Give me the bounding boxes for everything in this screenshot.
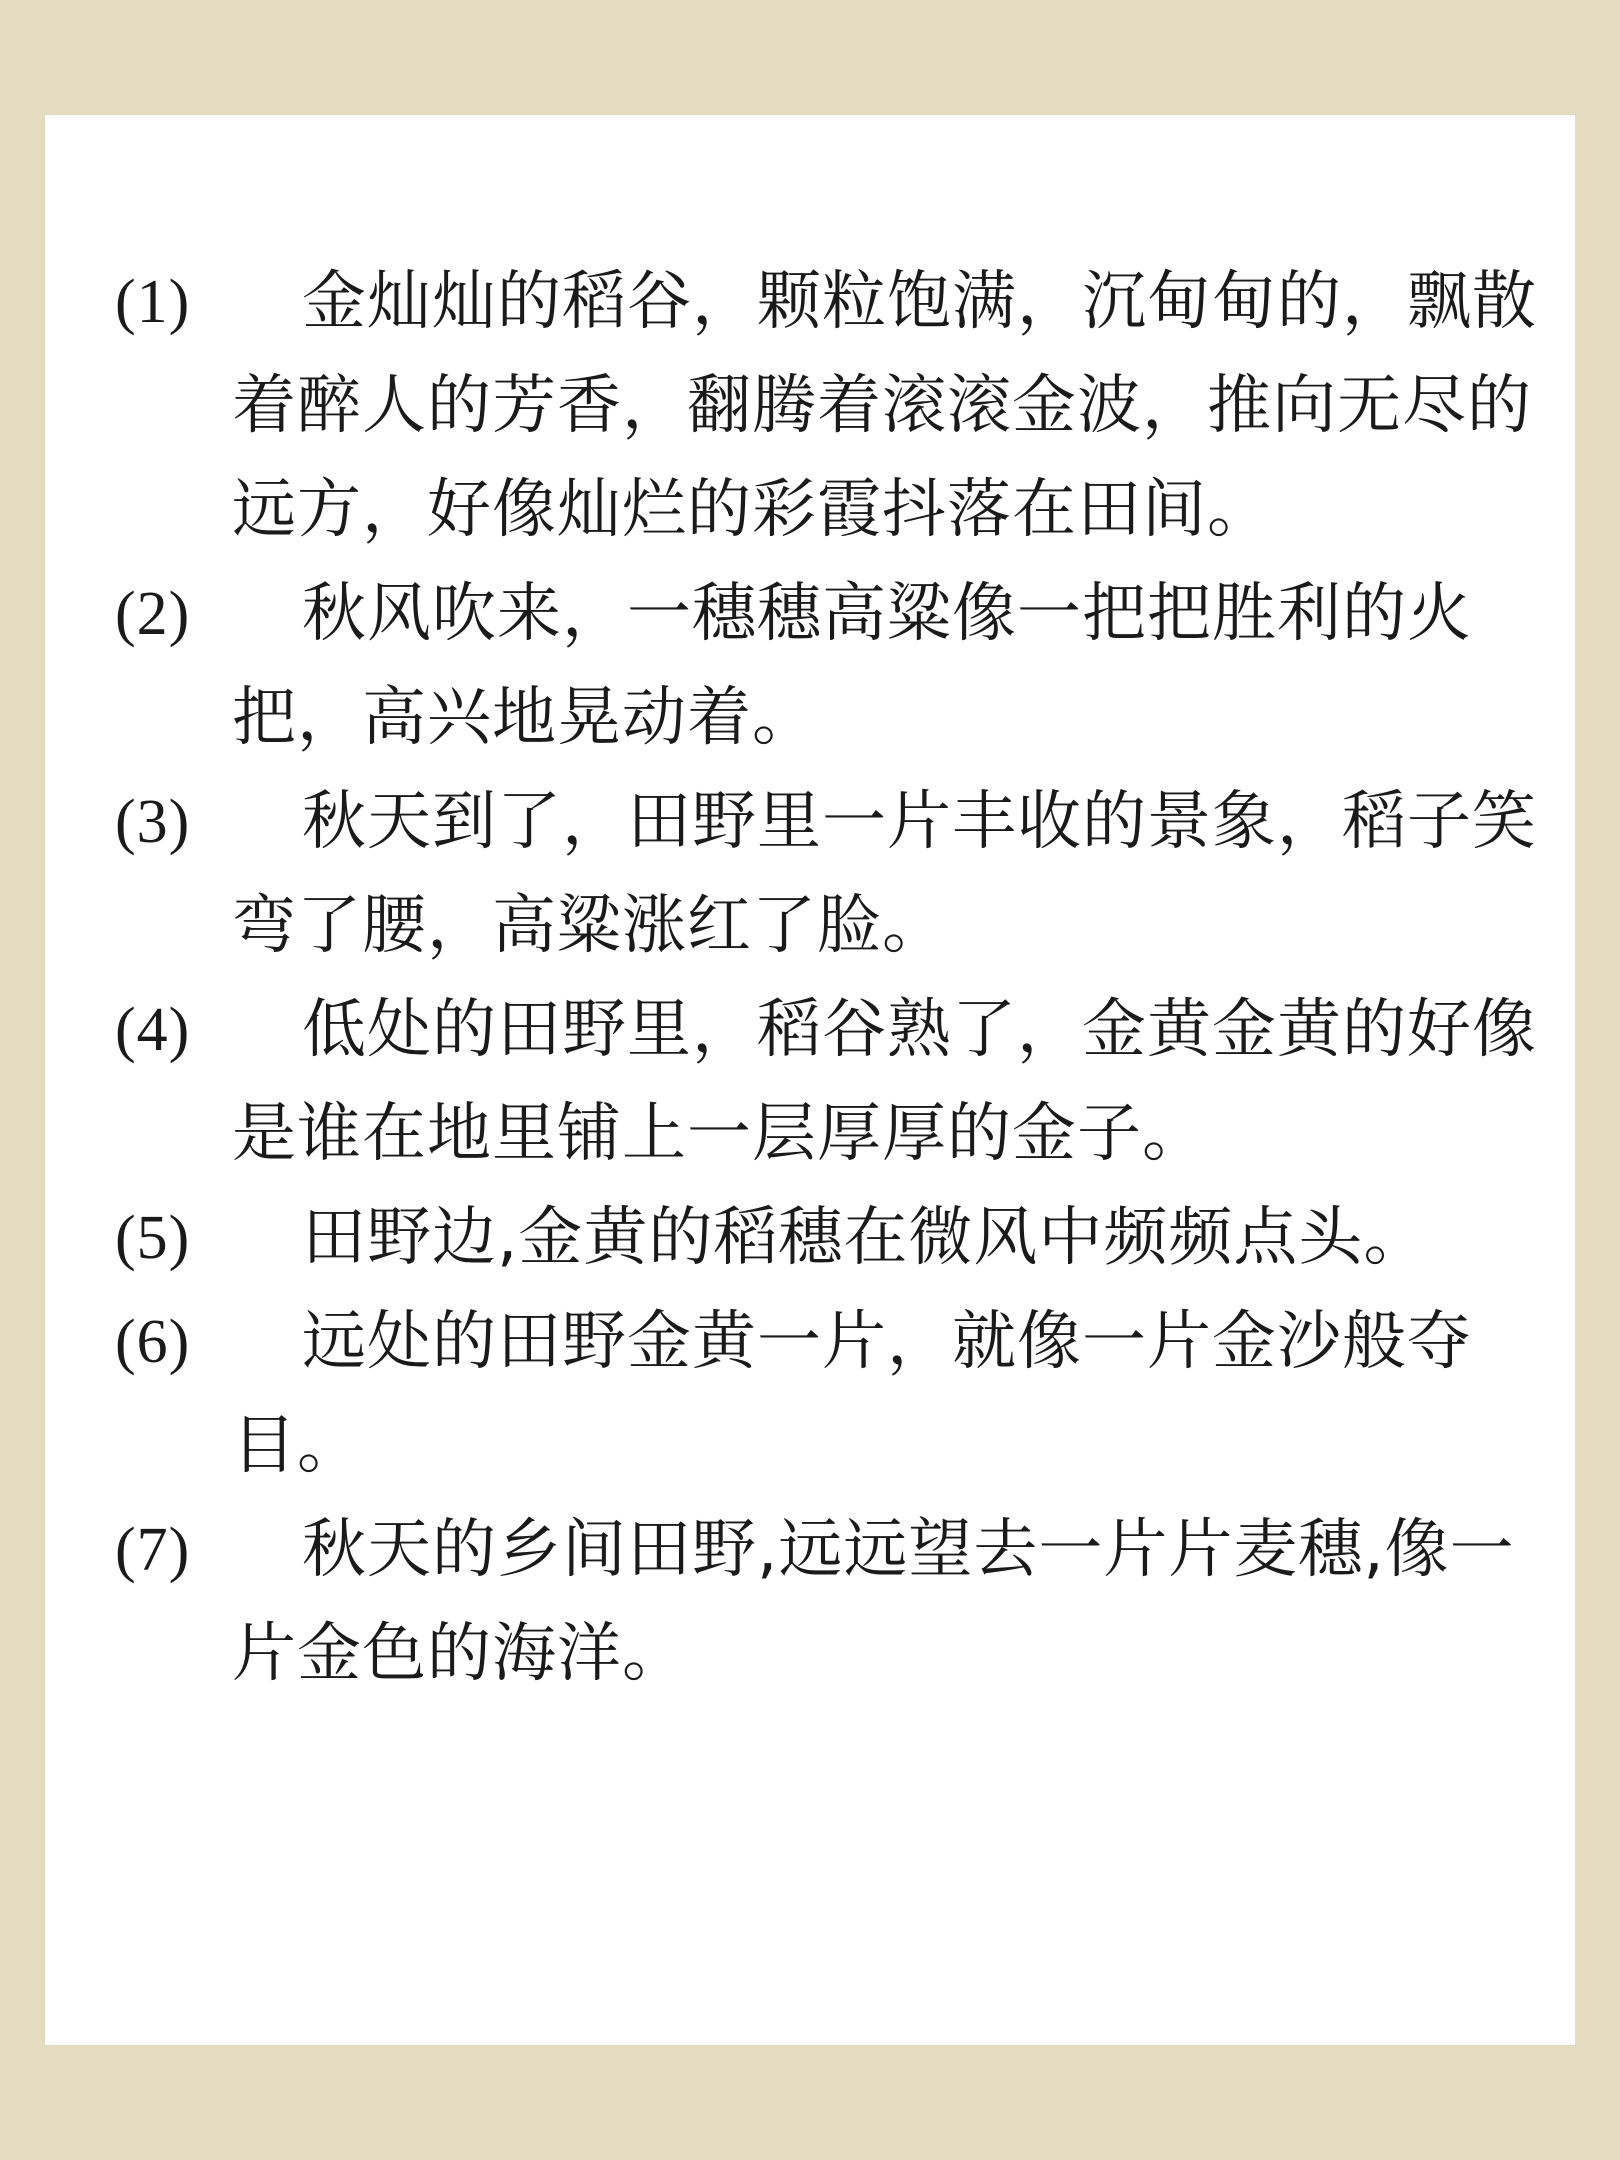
- item-number: (6): [115, 1308, 191, 1376]
- sentence-list: [115, 250, 1545, 1706]
- item-text: 秋风吹来，一穗穗高粱像一把把胜利的火把，高兴地晃动着。: [232, 577, 1472, 755]
- list-item: [115, 562, 1545, 770]
- item-text: 低处的田野里，稻谷熟了，金黄金黄的好像是谁在地里铺上一层厚厚的金子。: [232, 993, 1537, 1171]
- list-item: [115, 1290, 1545, 1498]
- item-text: 金灿灿的稻谷，颗粒饱满，沉甸甸的，飘散着醉人的芳香，翻腾着滚滚金波，推向无尽的远方，好像灿烂的彩霞抖落在田间。: [232, 265, 1537, 547]
- item-number: (4): [115, 996, 191, 1064]
- content-card: [45, 115, 1575, 2045]
- item-text: 秋天的乡间田野,远远望去一片片麦穗,像一片金色的海洋。: [232, 1513, 1515, 1691]
- list-item: [115, 250, 1545, 562]
- list-item: [115, 1498, 1545, 1706]
- item-number: (1): [115, 268, 191, 336]
- list-item: [115, 1186, 1545, 1290]
- item-text: 田野边,金黄的稻穗在微风中频频点头。: [302, 1201, 1429, 1275]
- item-number: (5): [115, 1204, 191, 1272]
- list-item: [115, 770, 1545, 978]
- item-number: (2): [115, 580, 191, 648]
- item-number: (7): [115, 1516, 191, 1584]
- item-text: 秋天到了，田野里一片丰收的景象，稻子笑弯了腰，高粱涨红了脸。: [232, 785, 1537, 963]
- item-number: (3): [115, 788, 191, 856]
- list-item: [115, 978, 1545, 1186]
- item-text: 远处的田野金黄一片，就像一片金沙般夺目。: [232, 1305, 1472, 1483]
